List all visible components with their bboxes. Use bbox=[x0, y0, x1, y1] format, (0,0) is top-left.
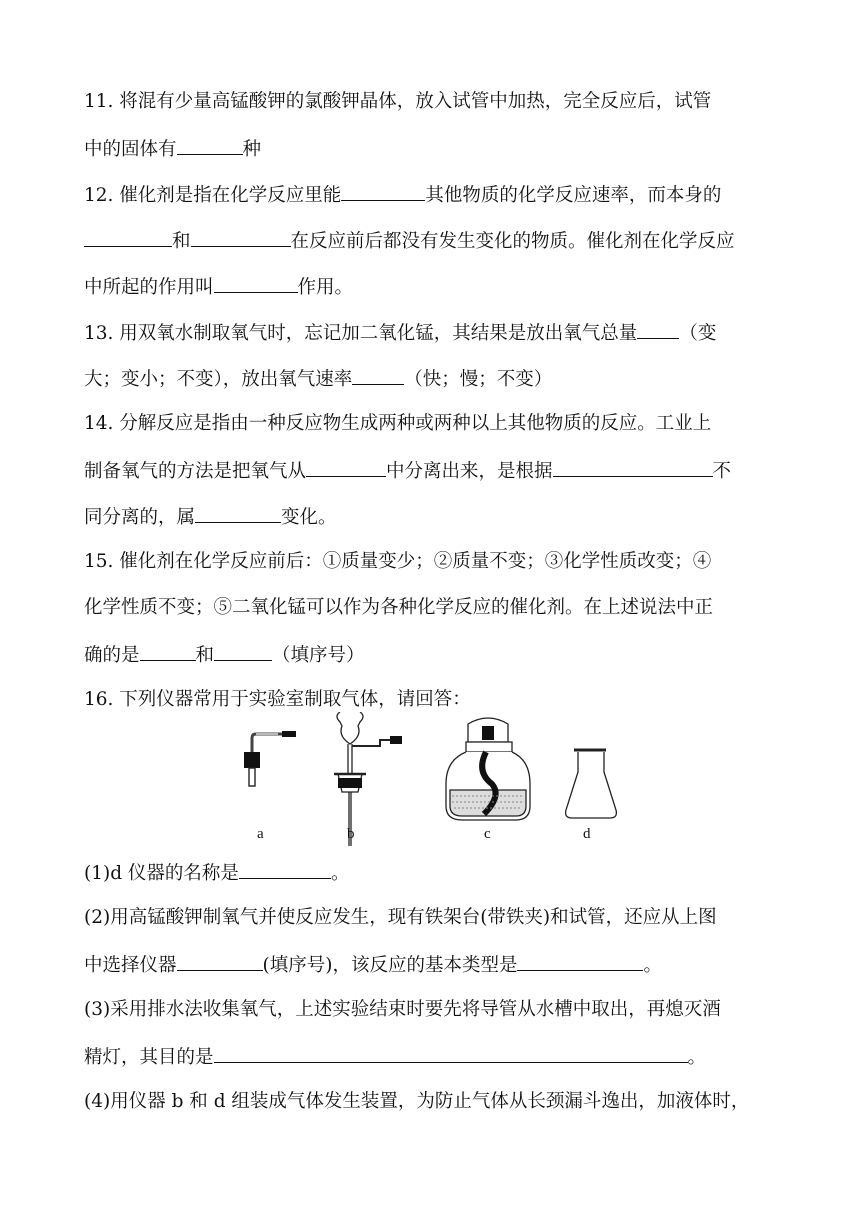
apparatus-d-icon bbox=[566, 750, 617, 818]
apparatus-b-icon bbox=[334, 712, 402, 846]
apparatus-a-icon bbox=[244, 731, 296, 786]
q15-blank-2[interactable] bbox=[214, 642, 272, 661]
figure-label-d: d bbox=[583, 826, 591, 842]
q12-line2 bbox=[84, 228, 735, 254]
q12-text-d: 在反应前后都没有发生变化的物质。催化剂在化学反应 bbox=[290, 231, 735, 252]
q16-p1-text-b: 。 bbox=[330, 863, 350, 884]
q15-line2: 化学性质不变；⑤二氧化锰可以作为各种化学反应的催化剂。在上述说法中正 bbox=[84, 597, 714, 618]
figure-label-a: a bbox=[257, 826, 264, 842]
q16-p1-blank[interactable] bbox=[239, 860, 331, 879]
q12-text-a: 12. 催化剂是指在化学反应里能 bbox=[84, 185, 342, 206]
q14-blank-3[interactable] bbox=[195, 504, 281, 523]
q14-line3 bbox=[84, 504, 337, 530]
q16-p2-blank-1[interactable] bbox=[177, 952, 263, 971]
q14-text-c: 不 bbox=[712, 461, 732, 482]
q16-p1-text-a: (1)d 仪器的名称是 bbox=[84, 863, 239, 884]
q15-line3 bbox=[84, 642, 365, 668]
q14-line2 bbox=[84, 458, 731, 484]
q12-blank-1[interactable] bbox=[341, 182, 425, 201]
q13-text-c: 大；变小；不变），放出氧气速率 bbox=[84, 369, 353, 390]
q16-part2-line1: (2)用高锰酸钾制氧气并使反应发生，现有铁架台(带铁夹)和试管，还应从上图 bbox=[84, 907, 717, 928]
q11-line1: 11. 将混有少量高锰酸钾的氯酸钾晶体，放入试管中加热，完全反应后，试管 bbox=[84, 91, 712, 112]
q11-line2 bbox=[84, 136, 261, 162]
q16-intro: 16. 下列仪器常用于实验室制取气体，请回答： bbox=[84, 689, 471, 710]
apparatus-drawing bbox=[230, 712, 630, 852]
q16-p3-text-b: 。 bbox=[687, 1047, 707, 1068]
figure-label-c: c bbox=[484, 826, 491, 842]
q16-p2-text-c: 。 bbox=[643, 955, 662, 976]
q13-text-b: （变 bbox=[679, 323, 717, 344]
q12-text-e: 中所起的作用叫 bbox=[84, 277, 214, 298]
q13-text-d: （快；慢；不变） bbox=[404, 369, 553, 390]
q16-p3-text-a: 精灯，其目的是 bbox=[84, 1047, 214, 1068]
q16-p2-text-b: (填序号)，该反应的基本类型是 bbox=[262, 955, 518, 976]
q15-blank-1[interactable] bbox=[140, 642, 196, 661]
q13-blank-2[interactable] bbox=[352, 366, 404, 385]
q16-part2-line2 bbox=[84, 952, 662, 978]
q12-text-f: 作用。 bbox=[297, 277, 354, 298]
q11-text-a: 中的固体有 bbox=[84, 139, 177, 160]
q12-blank-4[interactable] bbox=[214, 274, 298, 293]
q16-p2-blank-2[interactable] bbox=[517, 952, 643, 971]
q13-line1 bbox=[84, 320, 716, 346]
q13-line2 bbox=[84, 366, 552, 392]
q14-blank-2[interactable] bbox=[553, 458, 713, 477]
q11-text-b: 种 bbox=[242, 139, 262, 160]
q12-text-c: 和 bbox=[172, 231, 191, 252]
q16-part1 bbox=[84, 860, 349, 886]
q13-blank-1[interactable] bbox=[637, 320, 679, 339]
q12-blank-3[interactable] bbox=[191, 228, 291, 247]
q15-line1: 15. 催化剂在化学反应前后：①质量变少；②质量不变；③化学性质改变；④ bbox=[84, 551, 712, 572]
q12-text-b: 其他物质的化学反应速率，而本身的 bbox=[425, 185, 722, 206]
q16-part3-line1: (3)采用排水法收集氧气，上述实验结束时要先将导管从水槽中取出，再熄灭酒 bbox=[84, 999, 721, 1020]
apparatus-figure bbox=[230, 712, 630, 852]
q16-p2-text-a: 中选择仪器 bbox=[84, 955, 177, 976]
q15-text-c: （填序号） bbox=[272, 645, 365, 666]
q14-text-a: 制备氧气的方法是把氧气从 bbox=[84, 461, 307, 482]
q16-part3-line2 bbox=[84, 1044, 706, 1070]
q16-part4-line1: (4)用仪器 b 和 d 组装成气体发生装置，为防止气体从长颈漏斗逸出，加液体时， bbox=[84, 1091, 750, 1112]
q13-text-a: 13. 用双氧水制取氧气时，忘记加二氧化锰，其结果是放出氧气总量 bbox=[84, 323, 638, 344]
q14-text-e: 变化。 bbox=[281, 507, 337, 528]
q14-text-d: 同分离的，属 bbox=[84, 507, 196, 528]
q14-line1: 14. 分解反应是指由一种反应物生成两种或两种以上其他物质的反应。工业上 bbox=[84, 413, 712, 434]
q15-text-a: 确的是 bbox=[84, 645, 140, 666]
figure-label-b: b bbox=[347, 826, 355, 842]
q14-blank-1[interactable] bbox=[306, 458, 386, 477]
q12-blank-2[interactable] bbox=[84, 228, 172, 247]
q11-answer-blank[interactable] bbox=[177, 136, 243, 155]
apparatus-c-icon bbox=[446, 718, 530, 820]
q15-text-b: 和 bbox=[195, 645, 215, 666]
q14-text-b: 中分离出来，是根据 bbox=[386, 461, 553, 482]
q16-p3-blank[interactable] bbox=[214, 1044, 688, 1063]
q12-line3 bbox=[84, 274, 353, 300]
q12-line1 bbox=[84, 182, 721, 208]
